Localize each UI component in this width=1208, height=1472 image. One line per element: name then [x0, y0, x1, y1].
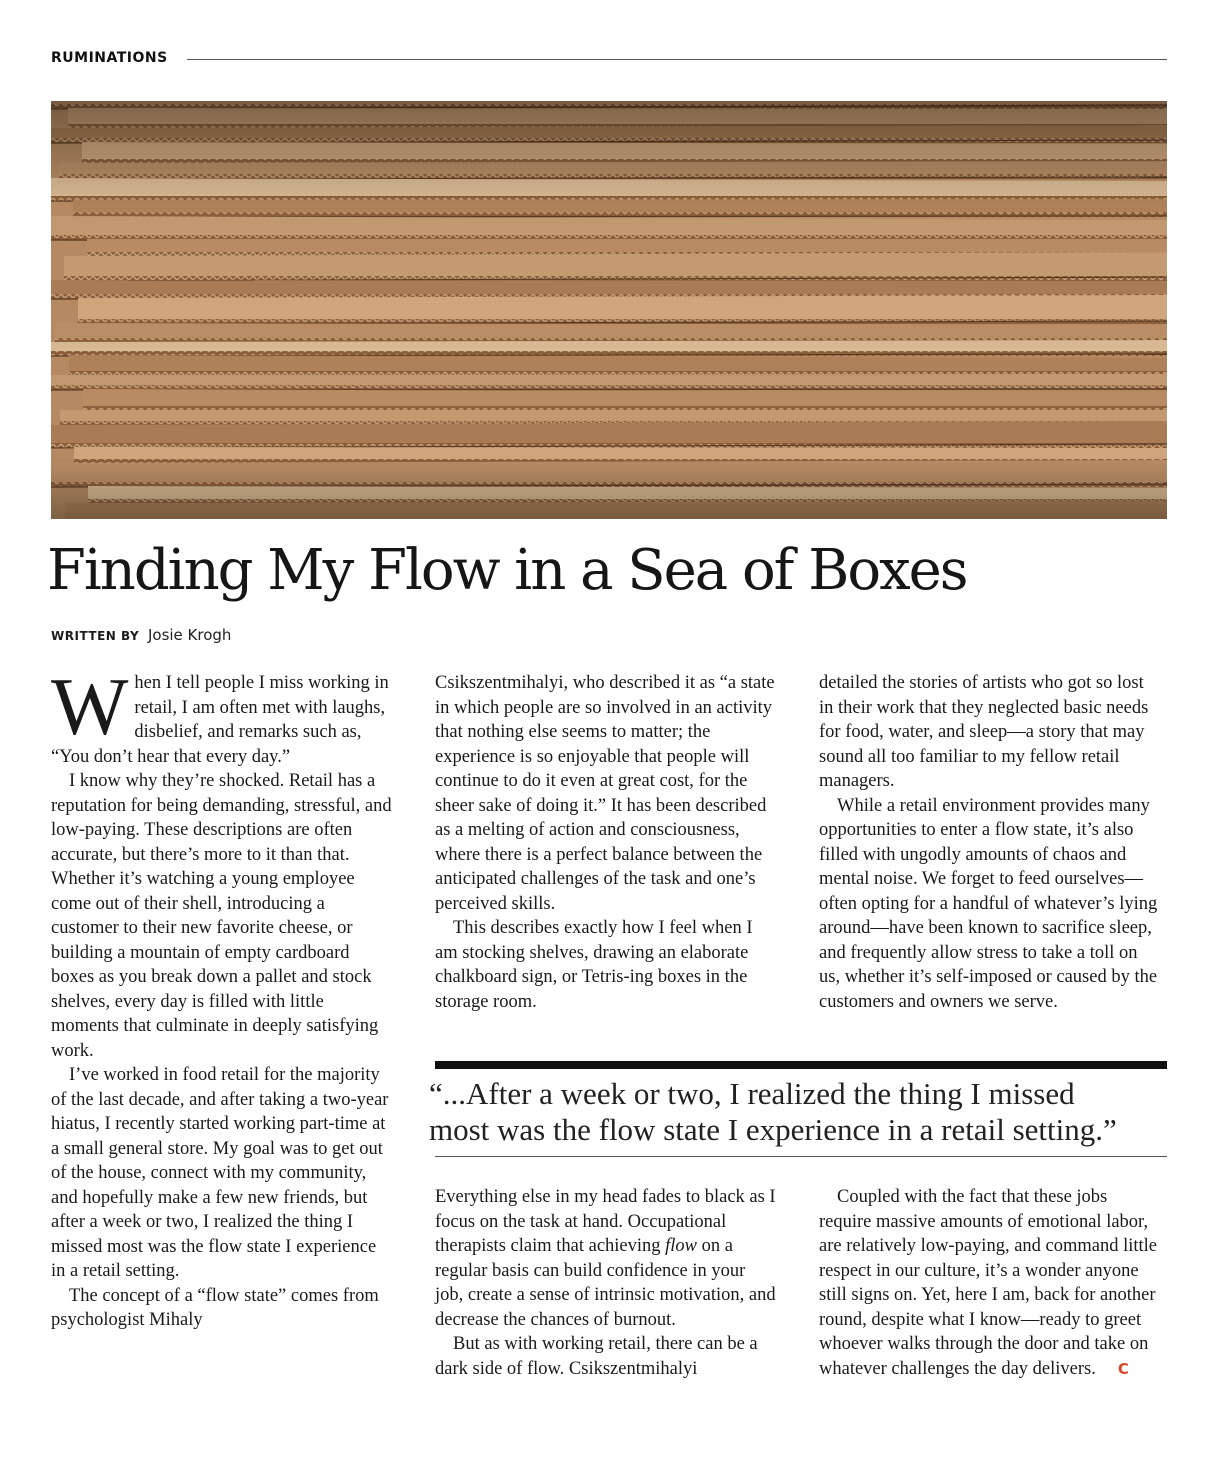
- column-2: [435, 671, 778, 1014]
- paragraph: Csikszentmihalyi, who described it as “a state in which people are so involved in an activity that nothing else seems to matter; the experience is so enjoyable that people will continue to do it even at great cost, for the sheer sake of doing it.” It has been described as a melting of action and consciousness, where there is a perfect balance between the anticipated challenges of the task and one’s perceived skills.: [435, 673, 775, 914]
- column-5: [819, 1185, 1162, 1381]
- end-mark-icon: C: [1117, 1359, 1129, 1378]
- drop-cap: W: [51, 661, 129, 752]
- paragraph-text: Coupled with the fact that these jobs require massive amounts of emotional labor, are relatively low-paying, and command little respect in our culture, it’s a wonder anyone still signs on. Yet, here I am, back for another round, despite what I know—ready to greet whoever walks through the door and take on whatever challenges the day delivers.: [819, 1187, 1158, 1379]
- section-rule: [187, 59, 1167, 60]
- paragraph: I know why they’re shocked. Retail has a reputation for being demanding, stressful, and low-paying. These descriptions are often accurate, but there’s more to it than that. Whether it’s watching a young employee come out of their shell, introducing a customer to their new favorite cheese, or building a mountain of empty cardboard boxes as you break down a pallet and stock shelves, every day is filled with little moments that culminate in deeply satisfying work.: [51, 771, 392, 1061]
- column-4: [435, 1185, 778, 1381]
- column-1: [51, 661, 394, 1333]
- paragraph-text: Everything else in my head fades to black as I focus on the task at hand. Occupational therapists claim that achieving: [435, 1187, 776, 1256]
- byline: [51, 626, 231, 644]
- byline-label: WRITTEN BY: [51, 629, 140, 643]
- section-header: [51, 48, 1167, 70]
- emphasis: flow: [665, 1236, 698, 1256]
- pull-quote: [429, 1076, 1169, 1148]
- pull-quote-bottom-rule: [435, 1156, 1167, 1157]
- paragraph-text: on a regular basis can build confidence in your job, create a sense of intrinsic motivation, and decrease the chances of burnout.: [435, 1236, 776, 1330]
- paragraph: [435, 1185, 778, 1332]
- paragraph: [51, 661, 394, 769]
- paragraph: While a retail environment provides many opportunities to enter a flow state, it’s also filled with ungodly amounts of chaos and mental noise. We forget to feed ourselves—often opting for a handful of whatever’s lying around—have been known to sacrifice sleep, and frequently allow stress to take a toll on us, whether it’s self-imposed or caused by the customers and owners we serve.: [819, 795, 1158, 1012]
- pull-quote-top-rule: [435, 1061, 1167, 1069]
- paragraph: I’ve worked in food retail for the majority of the last decade, and after taking a two-year hiatus, I recently started working part-time at a small general store. My goal was to get out of the house, connect with my community, and hopefully make a few new friends, but after a week or two, I realized the thing I missed most was the flow state I experience in a retail setting.: [51, 1065, 389, 1281]
- hero-image: [51, 101, 1167, 519]
- article-title: Finding My Flow in a Sea of Boxes: [47, 538, 967, 603]
- section-label: RUMINATIONS: [51, 50, 168, 66]
- paragraph: The concept of a “flow state” comes from psychologist Mihaly: [51, 1285, 379, 1330]
- pull-quote-line: most was the flow state I experience in a retail setting.”: [429, 1112, 1117, 1147]
- author-name: Josie Krogh: [147, 626, 232, 644]
- paragraph: This describes exactly how I feel when I am stocking shelves, drawing an elaborate chalkboard sign, or Tetris-ing boxes in the storage room.: [435, 918, 753, 1012]
- column-3: [819, 671, 1162, 1014]
- paragraph: But as with working retail, there can be a dark side of flow. Csikszentmihalyi: [435, 1334, 758, 1379]
- pull-quote-line: “...After a week or two, I realized the thing I missed: [429, 1076, 1075, 1111]
- paragraph-text: hen I tell people I miss working in retail, I am often met with laughs, disbelief, and remarks such as, “You don’t hear that every day.”: [51, 673, 389, 767]
- paragraph: detailed the stories of artists who got so lost in their work that they neglected basic needs for food, water, and sleep—a story that may sound all too familiar to my fellow retail managers.: [819, 673, 1149, 791]
- paragraph: [819, 1185, 1162, 1381]
